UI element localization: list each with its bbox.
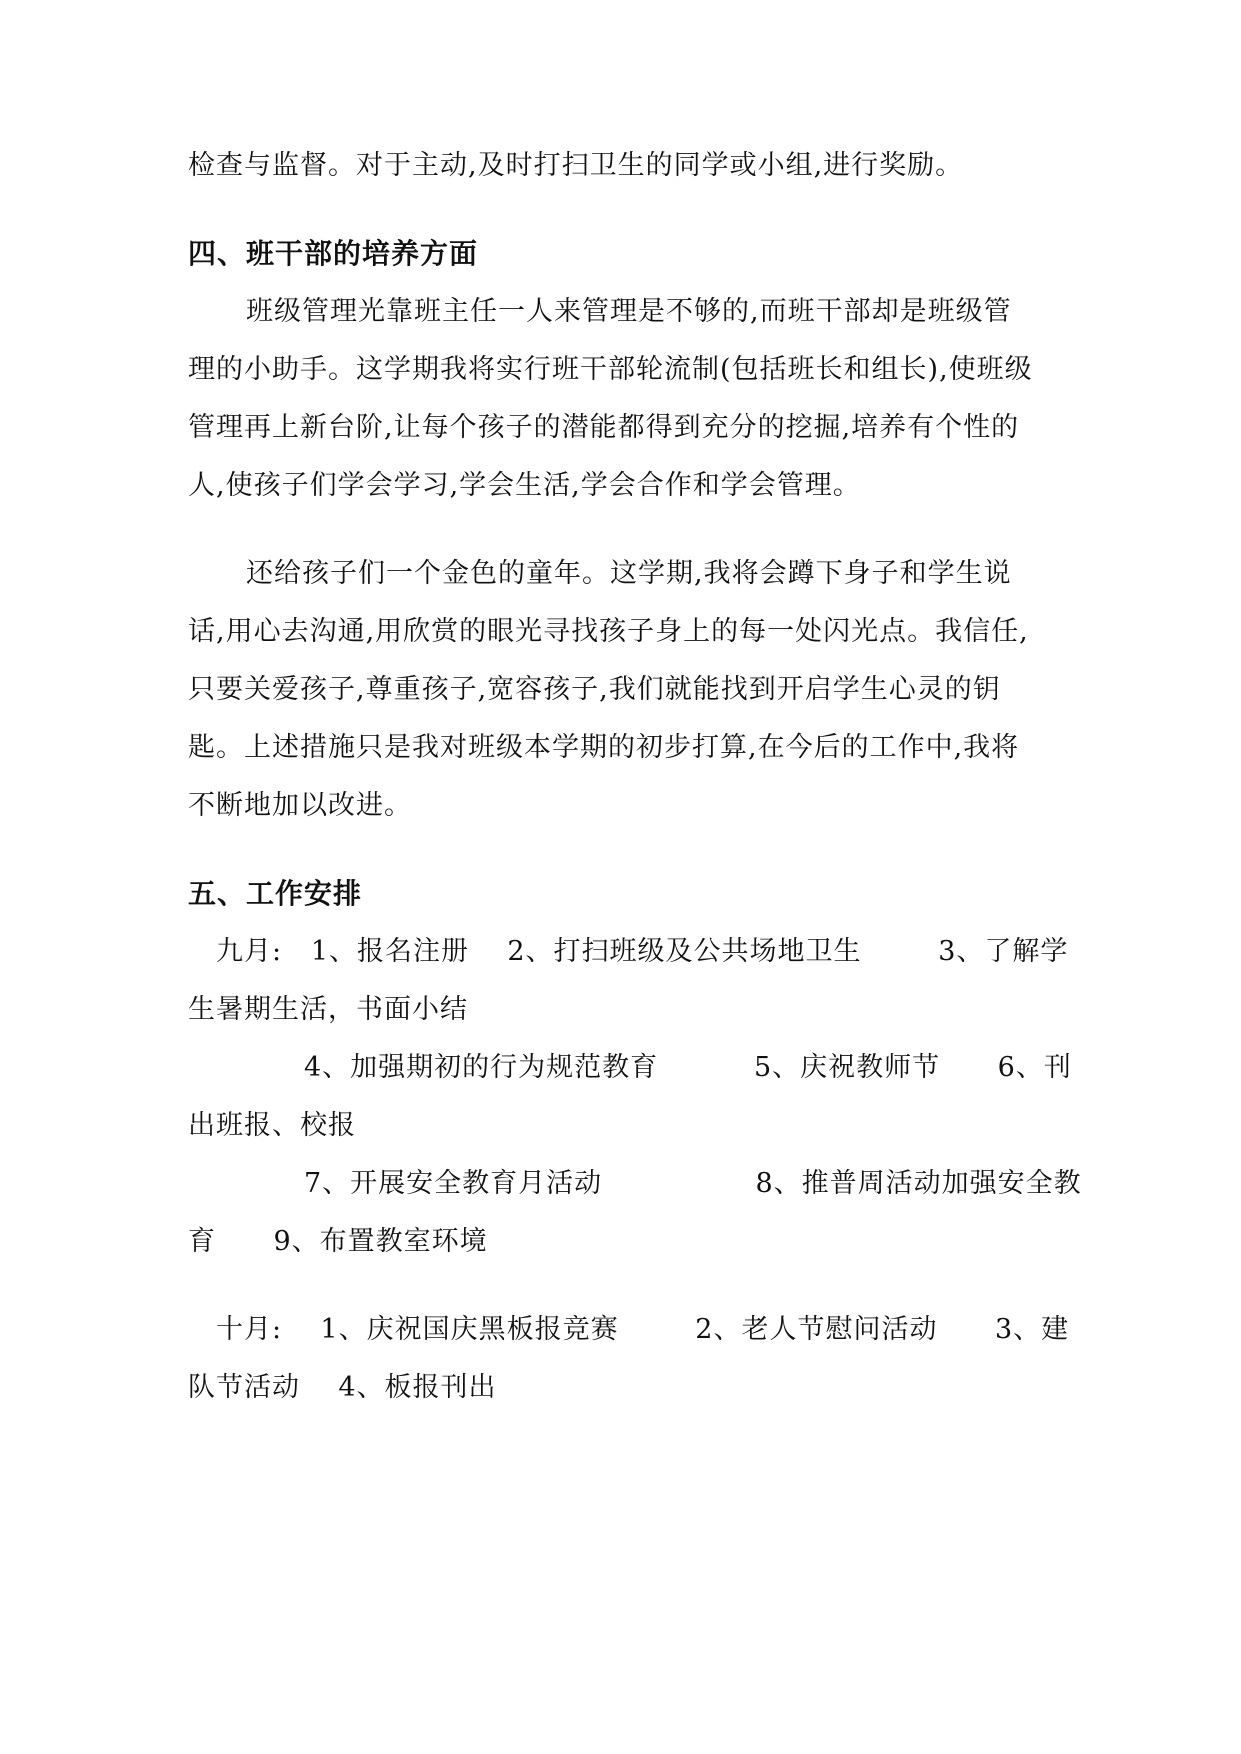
paragraph-line: 班级管理光靠班主任一人来管理是不够的,而班干部却是班级管 xyxy=(246,296,1012,327)
section-heading: 四、班干部的培养方面 xyxy=(188,237,479,270)
schedule-line: 出班报、校报 xyxy=(188,1110,356,1141)
paragraph-line: 还给孩子们一个金色的童年。这学期,我将会蹲下身子和学生说 xyxy=(246,558,1012,589)
paragraph-line: 检查与监督。对于主动,及时打扫卫生的同学或小组,进行奖励。 xyxy=(188,150,964,181)
paragraph-line: 匙。上述措施只是我对班级本学期的初步打算,在今后的工作中,我将 xyxy=(188,732,1020,763)
paragraph-line: 管理再上新台阶,让每个孩子的潜能都得到充分的挖掘,培养有个性的 xyxy=(188,412,1020,443)
section-heading: 五、工作安排 xyxy=(188,877,363,910)
paragraph-line: 只要关爱孩子,尊重孩子,宽容孩子,我们就能找到开启学生心灵的钥 xyxy=(188,674,1001,705)
schedule-line: 十月: 1、庆祝国庆黑板报竞赛 2、老人节慰问活动 3、建 xyxy=(216,1314,1070,1345)
paragraph-line: 人,使孩子们学会学习,学会生活,学会合作和学会管理。 xyxy=(188,470,861,501)
paragraph-line: 理的小助手。这学期我将实行班干部轮流制(包括班长和组长),使班级 xyxy=(188,354,1033,385)
schedule-line: 九月: 1、报名注册 2、打扫班级及公共场地卫生 3、了解学 xyxy=(216,936,1069,967)
paragraph-line: 不断地加以改进。 xyxy=(188,790,412,821)
schedule-line: 7、开展安全教育月活动 8、推普周活动加强安全教 xyxy=(304,1168,1082,1199)
schedule-line: 4、加强期初的行为规范教育 5、庆祝教师节 6、刊 xyxy=(304,1052,1072,1083)
schedule-line: 育 9、布置教室环境 xyxy=(188,1226,488,1257)
paragraph-line: 话,用心去沟通,用欣赏的眼光寻找孩子身上的每一处闪光点。我信任, xyxy=(188,616,1029,647)
schedule-line: 生暑期生活，书面小结 xyxy=(188,994,468,1025)
schedule-line: 队节活动 4、板报刊出 xyxy=(188,1372,497,1403)
